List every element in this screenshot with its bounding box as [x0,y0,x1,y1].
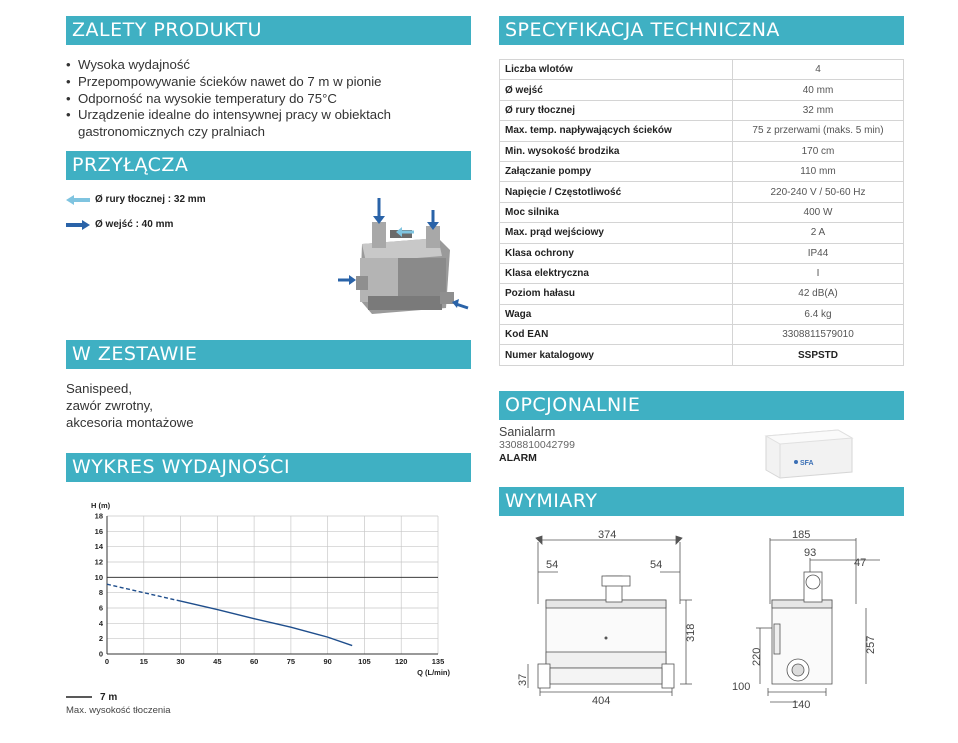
table-row [500,304,904,324]
x-tick-label: 90 [323,657,332,666]
dim-front-right-offset: 54 [650,559,663,571]
side-view-drawing [730,524,910,714]
dim-front-left-offset: 54 [546,559,559,571]
section-header-wykres: WYKRES WYDAJNOŚCI [66,453,471,482]
spec-key: Liczba wlotów [500,60,733,80]
spec-key: Min. wysokość brodzika [500,141,733,161]
table-row [500,284,904,304]
y-tick-label: 16 [94,526,103,536]
section-header-zalety: ZALETY PRODUKTU [66,16,471,45]
kit-contents [66,380,194,431]
spec-value: 2 A [733,223,904,243]
list-item: zawór zwrotny, [66,398,153,413]
optional-name: Sanialarm [499,425,556,439]
y-tick-label: 10 [94,572,103,582]
x-tick-label: 45 [213,657,222,666]
dim-front-height: 318 [685,623,697,642]
dim-side-depth: 185 [792,529,811,541]
dim-front-width-bottom: 404 [592,695,611,707]
table-row [500,141,904,161]
y-tick-label: 18 [94,511,103,521]
outlet-arrow-icon [66,195,90,205]
spec-value: I [733,263,904,283]
spec-key: Max. prąd wejściowy [500,223,733,243]
spec-key: Klasa ochrony [500,243,733,263]
table-row [500,263,904,283]
table-row [500,80,904,100]
spec-key: Kod EAN [500,325,733,345]
dim-front-base-height: 37 [517,673,529,686]
x-tick-label: 105 [358,657,371,666]
table-row [500,325,904,345]
list-item: Sanispeed, [66,381,132,396]
table-row [500,60,904,80]
y-tick-label: 12 [94,557,103,567]
x-tick-label: 30 [176,657,185,666]
section-header-spec: SPECYFIKACJA TECHNICZNA [499,16,904,45]
performance-chart [66,495,466,685]
dim-side-inlet-height: 220 [751,647,763,666]
dim-side-base: 100 [732,681,751,693]
inlet-arrow-icon [66,220,90,230]
y-tick-label: 14 [94,542,103,552]
x-tick-label: 120 [394,657,408,666]
chart-legend-caption: Max. wysokość tłoczenia [66,705,171,716]
y-tick-label: 6 [98,603,103,613]
x-tick-label: 135 [431,657,445,666]
spec-key: Moc silnika [500,202,733,222]
list-item: • Wysoka wydajność [66,57,466,74]
spec-table [499,59,904,366]
legend-line-icon [66,695,92,699]
optional-item [499,426,575,465]
spec-value: SSPSTD [733,345,904,365]
list-item: akcesoria montażowe [66,415,194,430]
y-axis-label: H (m) [91,501,111,510]
outlet-label: Ø rury tłocznej : 32 mm [95,194,206,205]
table-row [500,345,904,365]
spec-value: 75 z przerwami (maks. 5 min) [733,121,904,141]
spec-value: 110 mm [733,161,904,181]
y-tick-label: 4 [98,618,103,628]
table-row [500,182,904,202]
spec-key: Waga [500,304,733,324]
section-header-wymiary: WYMIARY [499,487,904,516]
spec-key: Ø rury tłocznej [500,100,733,120]
spec-key: Poziom hałasu [500,284,733,304]
spec-value: 3308811579010 [733,325,904,345]
table-row [500,161,904,181]
table-row [500,243,904,263]
spec-key: Ø wejść [500,80,733,100]
dim-side-outlet-right: 47 [854,557,867,569]
section-header-przylacza: PRZYŁĄCZA [66,151,471,180]
alarm-device-image [760,424,856,482]
device-logo: SFA [800,460,814,467]
spec-value: 6.4 kg [733,304,904,324]
x-tick-label: 60 [249,657,259,666]
y-tick-label: 2 [98,634,103,644]
spec-key: Numer katalogowy [500,345,733,365]
spec-value: 42 dB(A) [733,284,904,304]
spec-value: 32 mm [733,100,904,120]
pump-illustration [338,196,470,321]
spec-value: 40 mm [733,80,904,100]
table-row [500,223,904,243]
spec-value: 4 [733,60,904,80]
spec-key: Klasa elektryczna [500,263,733,283]
spec-value: IP44 [733,243,904,263]
x-axis-label: Q (L/min) [417,668,450,677]
x-tick-label: 75 [286,657,296,666]
inlet-label: Ø wejść : 40 mm [95,219,174,230]
optional-label: ALARM [499,452,537,464]
dim-side-bottom-width: 140 [792,699,811,711]
spec-key: Max. temp. napływających ścieków [500,121,733,141]
dim-front-width-top: 374 [598,529,617,541]
spec-value: 400 W [733,202,904,222]
chart-legend: 7 m [100,692,118,703]
front-view-drawing [510,524,700,714]
y-tick-label: 8 [98,588,103,598]
y-tick-label: 0 [98,649,103,659]
optional-ean: 3308810042799 [499,439,575,451]
sfa-logo-dot-icon [794,460,798,464]
dim-side-height: 257 [865,635,877,654]
section-header-zestaw: W ZESTAWIE [66,340,471,369]
list-item: • Przepompowywanie ścieków nawet do 7 m w pionie [66,74,466,91]
section-header-opcjonalnie: OPCJONALNIE [499,391,904,420]
features-list [66,57,466,141]
list-item: • Odporność na wysokie temperatury do 75°C [66,91,466,108]
spec-key: Napięcie / Częstotliwość [500,182,733,202]
x-tick-label: 0 [104,657,110,666]
spec-value: 170 cm [733,141,904,161]
list-item: • Urządzenie idealne do intensywnej pracy w obiektach gastronomicznych czy pralniach [66,107,466,141]
spec-key: Załączanie pompy [500,161,733,181]
table-row [500,121,904,141]
table-row [500,100,904,120]
spec-value: 220-240 V / 50-60 Hz [733,182,904,202]
table-row [500,202,904,222]
dim-side-outlet-offset: 93 [804,547,817,559]
x-tick-label: 15 [139,657,148,666]
